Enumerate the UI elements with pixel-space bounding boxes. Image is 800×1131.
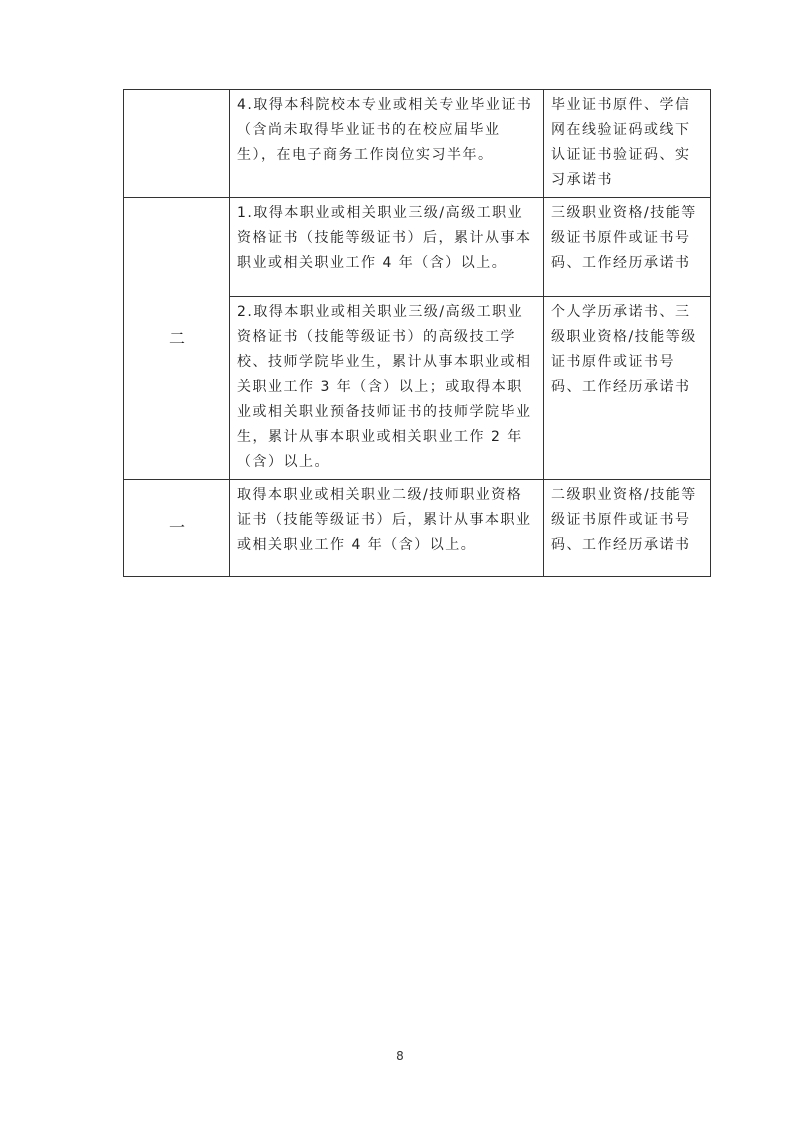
level-cell [124,90,230,198]
materials-cell: 二级职业资格/技能等级证书原件或证书号码、工作经历承诺书 [544,480,711,577]
condition-cell: 1.取得本职业或相关职业三级/高级工职业资格证书（技能等级证书）后，累计从事本职业或相关职业工作 4 年（含）以上。 [230,198,544,297]
level-cell: 一 [124,480,230,577]
level-cell: 二 [124,198,230,480]
materials-cell: 毕业证书原件、学信网在线验证码或线下认证证书验证码、实习承诺书 [544,90,711,198]
page-number: 8 [396,1049,404,1063]
condition-cell: 4.取得本科院校本专业或相关专业毕业证书（含尚未取得毕业证书的在校应届毕业生），在电子商务工作岗位实习半年。 [230,90,544,198]
table-row [124,480,711,577]
materials-cell: 个人学历承诺书、三级职业资格/技能等级证书原件或证书号码、工作经历承诺书 [544,297,711,480]
requirements-table [123,89,711,577]
table-row [124,90,711,198]
condition-cell: 取得本职业或相关职业二级/技师职业资格证书（技能等级证书）后，累计从事本职业或相关职业工作 4 年（含）以上。 [230,480,544,577]
table-row [124,198,711,297]
condition-cell: 2.取得本职业或相关职业三级/高级工职业资格证书（技能等级证书）的高级技工学校、技师学院毕业生，累计从事本职业或相关职业工作 3 年（含）以上；或取得本职业或相关职业预备技师证书的技师学院毕业生，累计从事本职业或相关职业工作 2 年（含）以上。 [230,297,544,480]
materials-cell: 三级职业资格/技能等级证书原件或证书号码、工作经历承诺书 [544,198,711,297]
